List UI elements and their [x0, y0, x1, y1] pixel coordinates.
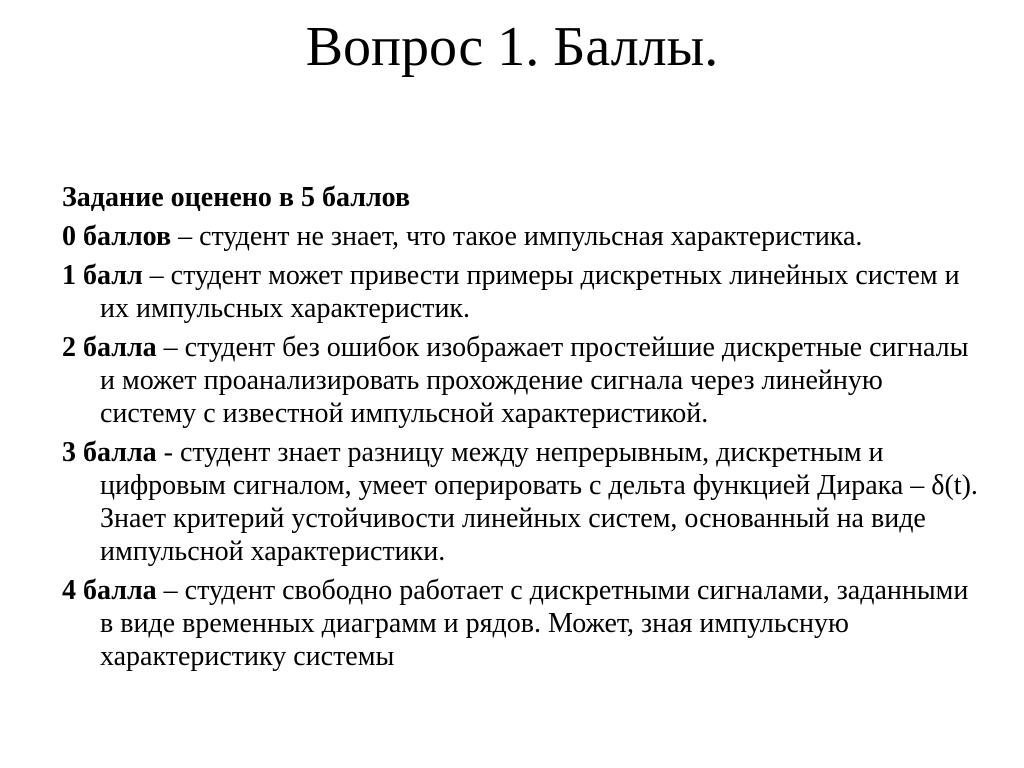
grade-description: – студент свободно работает с дискретными сигналами, заданными в виде временных диаграмм и рядов. Может, зная импульсную характеристику системы [100, 575, 969, 672]
grade-description: – студент не знает, что такое импульсная характеристика. [171, 221, 863, 252]
grade-item-0 [62, 220, 982, 253]
grade-description: - студент знает разницу между непрерывным, дискретным и цифровым сигналом, умеет оперировать с дельта функцией Дирака – δ(t). Знает критерий устойчивости линейных систем, основанный на виде импульсной характеристики. [100, 437, 978, 567]
grade-score: 0 баллов [62, 221, 172, 252]
grade-item-3 [62, 436, 982, 568]
slide-title: Вопрос 1. Баллы. [305, 16, 719, 78]
slide-content [62, 181, 982, 679]
grade-score: 2 балла [62, 332, 157, 363]
grade-score: 3 балла [62, 437, 157, 468]
grade-score: 1 балл [62, 260, 143, 291]
grade-description: – студент может привести примеры дискретных линейных систем и их импульсных характеристик. [100, 260, 960, 324]
grade-score: 4 балла [62, 575, 157, 606]
grade-description: – студент без ошибок изображает простейшие дискретные сигналы и может проанализировать прохождение сигнала через линейную систему с известной импульсной характеристикой. [100, 332, 969, 429]
grading-heading: Задание оценено в 5 баллов [62, 182, 411, 213]
grade-item-2 [62, 331, 982, 430]
grade-item-4 [62, 574, 982, 673]
grade-item-1 [62, 259, 982, 325]
